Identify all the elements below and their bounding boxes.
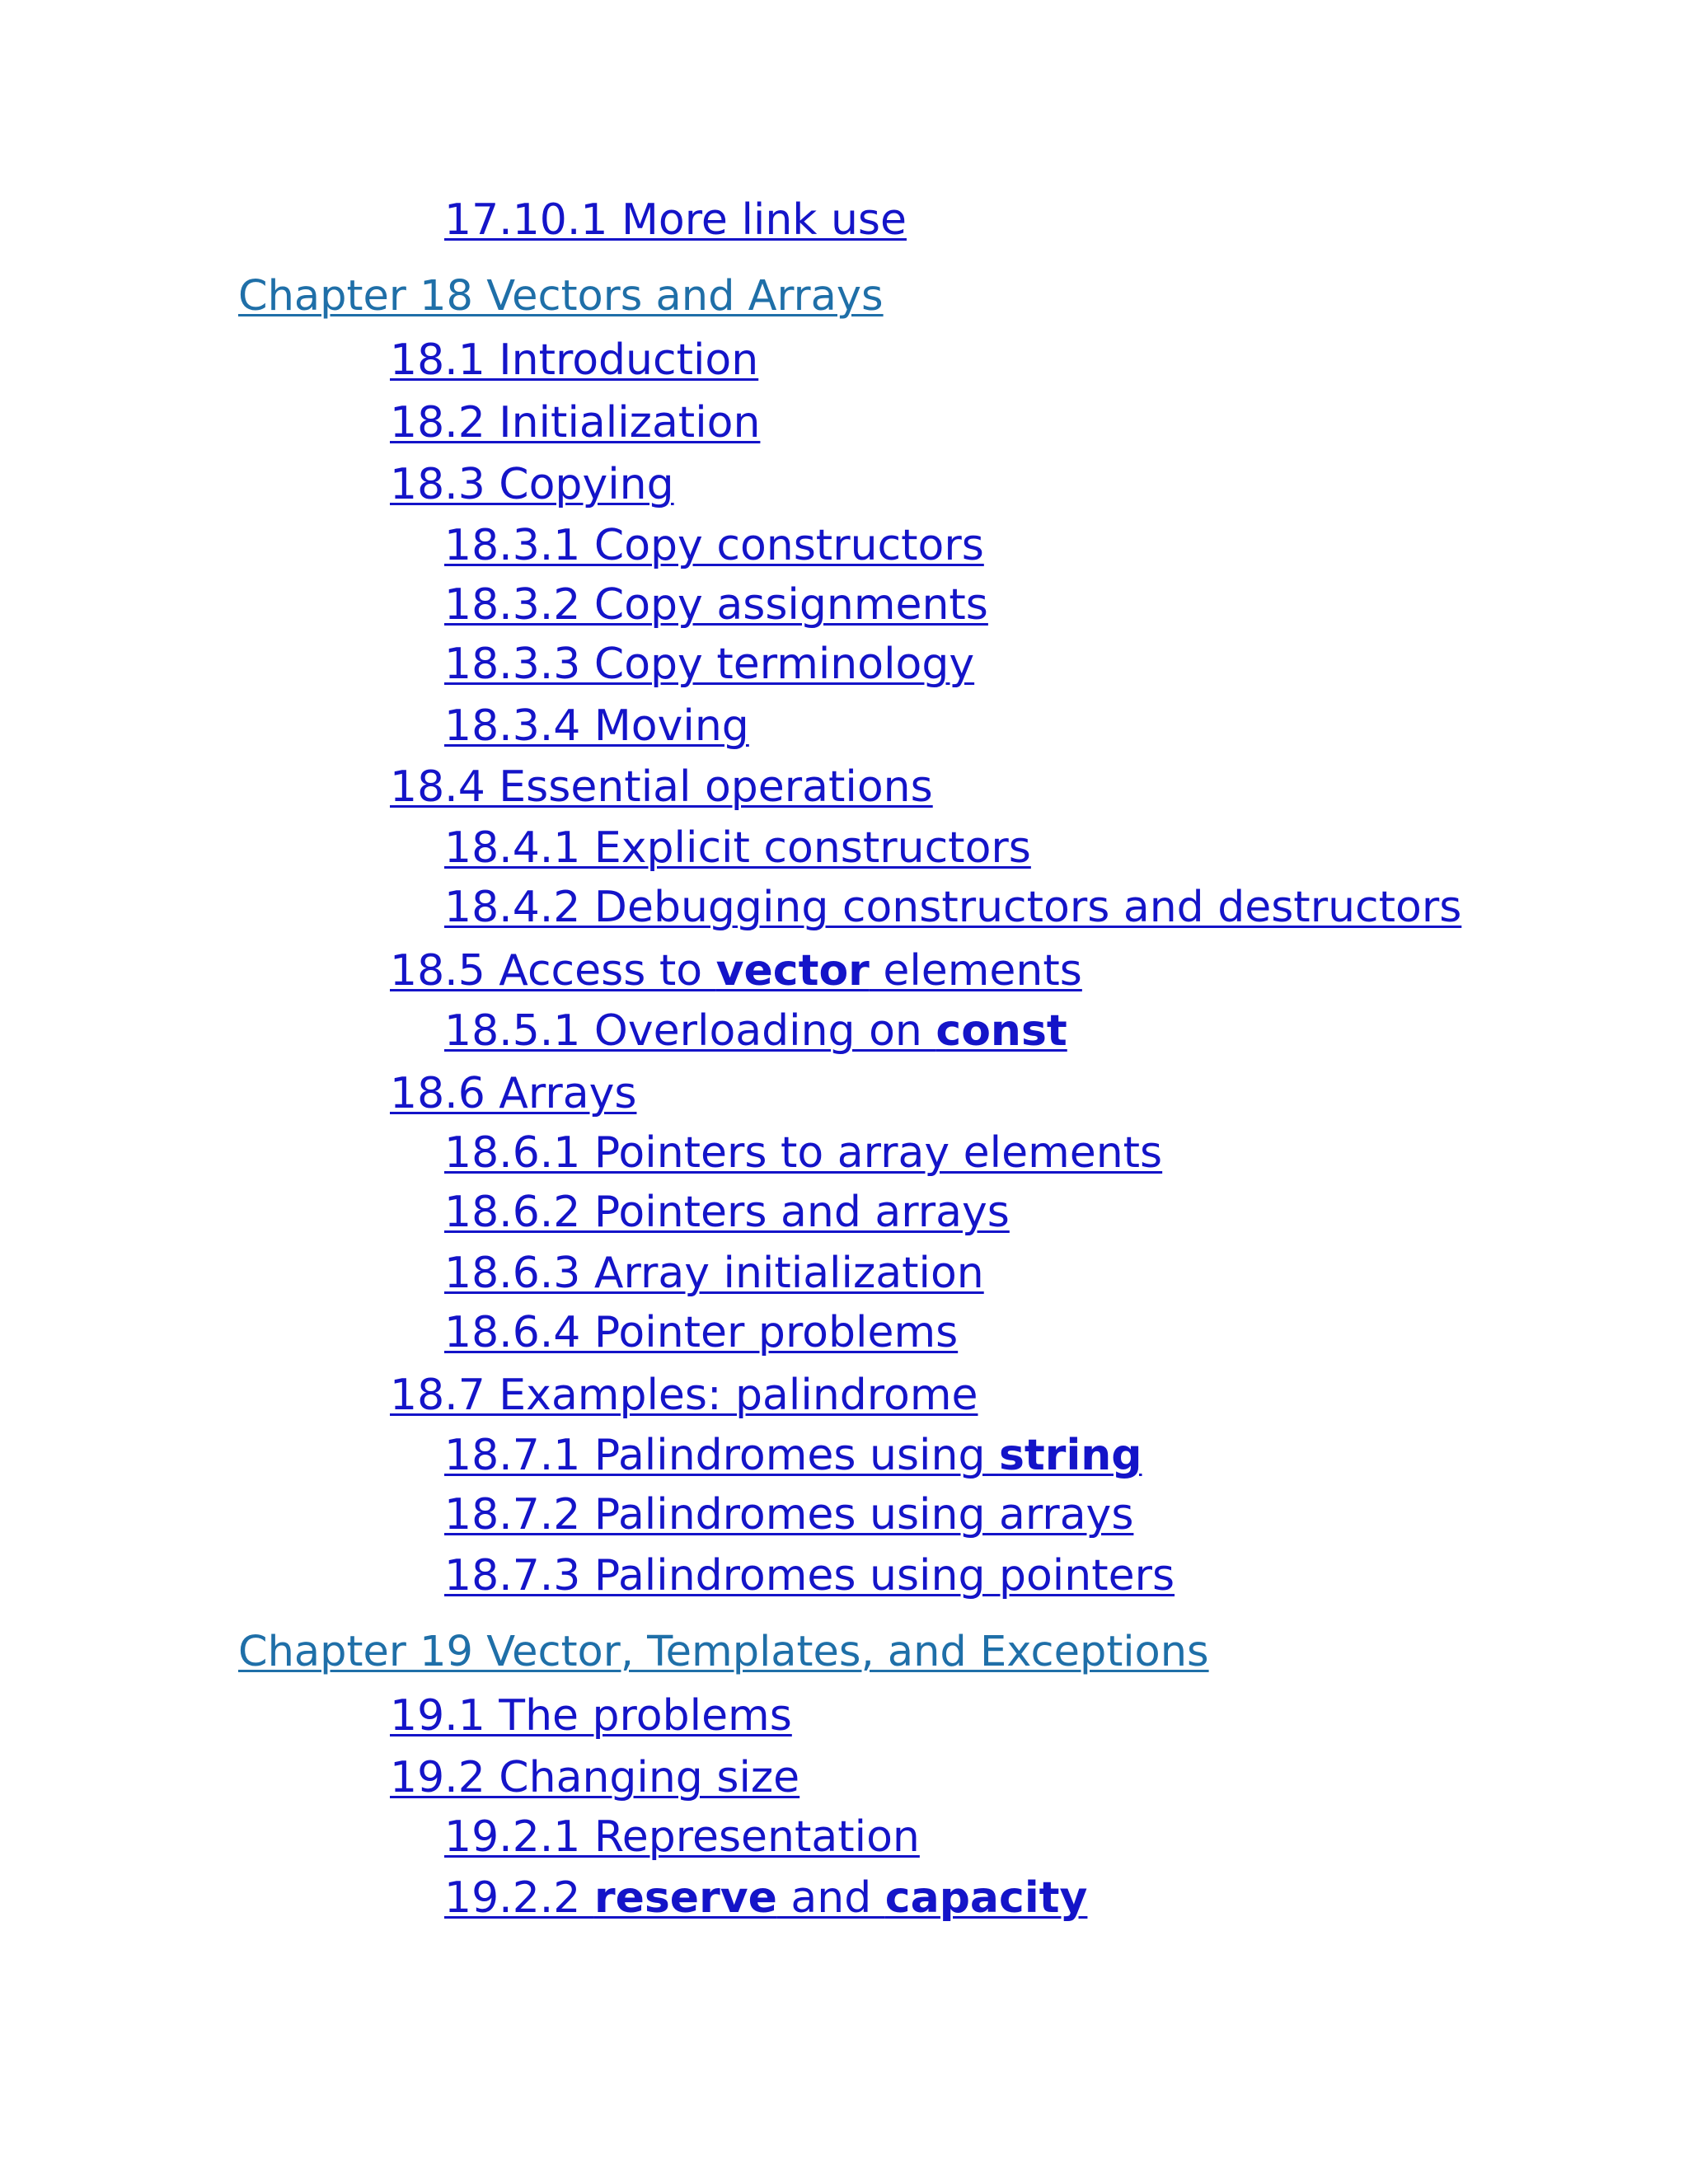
code-term: reserve: [593, 1873, 777, 1923]
toc-link-18-3-4[interactable]: 18.3.4 Moving: [444, 701, 749, 751]
toc-link-18-2[interactable]: 18.2 Initialization: [390, 398, 761, 448]
toc-link-18-4-1[interactable]: 18.4.1 Explicit constructors: [444, 823, 1031, 873]
toc-link-chapter-19[interactable]: Chapter 19 Vector, Templates, and Exceptions: [238, 1628, 1209, 1676]
toc-link-18-5-1[interactable]: 18.5.1 Overloading on const: [444, 1006, 1067, 1056]
toc-link-chapter-18[interactable]: Chapter 18 Vectors and Arrays: [238, 272, 884, 321]
code-term: string: [998, 1431, 1142, 1480]
toc-link-19-2[interactable]: 19.2 Changing size: [390, 1753, 800, 1802]
toc-link-17-10-1[interactable]: 17.10.1 More link use: [444, 195, 907, 245]
toc-link-19-2-1[interactable]: 19.2.1 Representation: [444, 1812, 920, 1862]
toc-link-18-4-2[interactable]: 18.4.2 Debugging constructors and destructors: [444, 883, 1462, 932]
toc-link-18-3-2[interactable]: 18.3.2 Copy assignments: [444, 580, 988, 630]
toc-link-18-7[interactable]: 18.7 Examples: palindrome: [390, 1371, 978, 1420]
toc-link-18-7-3[interactable]: 18.7.3 Palindromes using pointers: [444, 1551, 1175, 1601]
toc-link-18-6-4[interactable]: 18.6.4 Pointer problems: [444, 1308, 959, 1357]
toc-link-18-6[interactable]: 18.6 Arrays: [390, 1069, 637, 1118]
toc-link-18-3-1[interactable]: 18.3.1 Copy constructors: [444, 521, 984, 570]
toc-link-18-4[interactable]: 18.4 Essential operations: [390, 762, 933, 812]
code-term: vector: [715, 946, 870, 996]
toc-link-18-6-2[interactable]: 18.6.2 Pointers and arrays: [444, 1188, 1010, 1237]
toc-link-18-7-1[interactable]: 18.7.1 Palindromes using string: [444, 1431, 1142, 1480]
toc-link-18-1[interactable]: 18.1 Introduction: [390, 335, 759, 385]
toc-link-19-1[interactable]: 19.1 The problems: [390, 1691, 792, 1741]
toc-link-18-3-3[interactable]: 18.3.3 Copy terminology: [444, 640, 975, 689]
toc-link-18-5[interactable]: 18.5 Access to vector elements: [390, 946, 1082, 996]
toc-link-18-6-3[interactable]: 18.6.3 Array initialization: [444, 1249, 984, 1298]
toc-link-18-7-2[interactable]: 18.7.2 Palindromes using arrays: [444, 1490, 1134, 1540]
toc-link-18-6-1[interactable]: 18.6.1 Pointers to array elements: [444, 1128, 1163, 1178]
code-term: const: [935, 1006, 1067, 1056]
code-term: capacity: [884, 1873, 1088, 1923]
toc-link-19-2-2[interactable]: 19.2.2 reserve and capacity: [444, 1873, 1088, 1923]
toc-link-18-3[interactable]: 18.3 Copying: [390, 460, 674, 509]
